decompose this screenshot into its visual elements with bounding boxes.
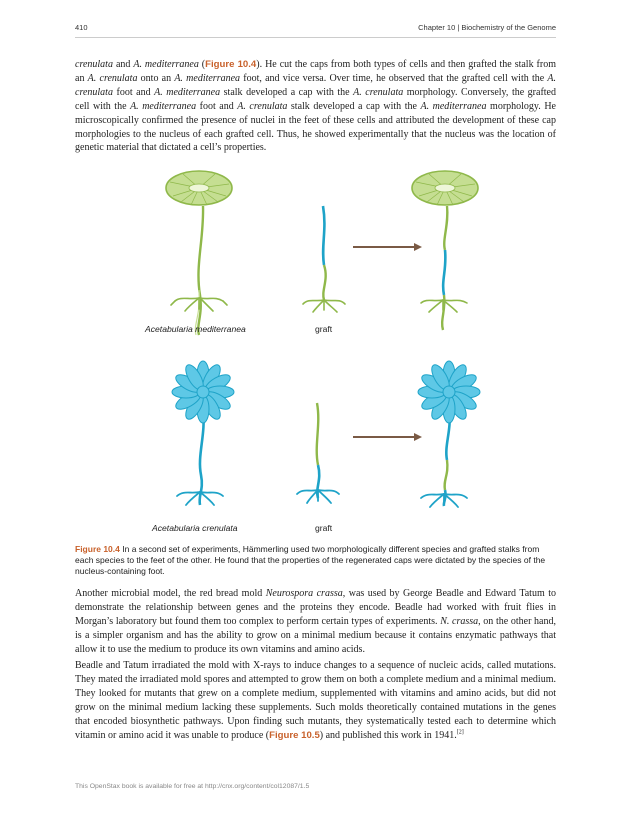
chapter-title: Chapter 10 | Biochemistry of the Genome <box>418 23 556 32</box>
figure-caption <box>75 544 556 578</box>
figure-10-4 <box>75 170 556 540</box>
graft-top-cell <box>303 206 345 312</box>
page-number: 410 <box>75 23 88 32</box>
footnote-ref[interactable]: [2] <box>456 729 464 736</box>
label-mediterranea: Acetabularia mediterranea <box>145 324 246 334</box>
graft-bottom-cell <box>297 403 339 503</box>
figure-illustration <box>75 170 556 540</box>
regenerated-top-cell <box>412 171 478 330</box>
label-graft-top: graft <box>315 324 333 334</box>
mediterranea-cell <box>166 171 232 335</box>
caption-text: In a second set of experiments, Hämmerling used two morphologically different species and grafted stalks from each species to the feet of the other. He found that the properties of the regenerated caps were dictated by the species of the nucleus-containing foot. <box>75 544 546 577</box>
crenulata-cell <box>172 361 234 505</box>
paragraph-beadle-tatum: Beadle and Tatum irradiated the mold with X-rays to induce changes to a sequence of nucleic acids, called mutations. They mated the irradiated mold spores and attempted to grow them on both a complete medium and a minimal medium. They looked for mutants that grew on a complete medium, supplemented with vitamins and amino acids, but did not grow on the minimal medium lacking these supplements. Such molds theoretically contained mutations in the genes that encoded biosynthetic pathways. Upon finding such mutants, they systematically tested each to determine which vitamin or amino acid it was unable to produce (Figure 10.5) and published this work in 1941.[2] <box>75 660 556 741</box>
page-footer: This OpenStax book is available for free at http://cnx.org/content/col12087/1.5 <box>75 783 310 790</box>
header-rule <box>75 37 556 38</box>
figure-10-4-link[interactable]: Figure 10.4 <box>205 59 257 70</box>
regenerated-bottom-cell <box>418 361 480 507</box>
paragraph-neurospora: Another microbial model, the red bread mold Neurospora crassa, was used by George Beadle and Edward Tatum to demonstrate the relationship between genes and the proteins they encode. Beadle had worked with fruit flies in Morgan’s laboratory but found them too complex to perform certain types of experiments. N. crassa, on the other hand, is a simpler organism and has the ability to grow on a minimal medium because it contains enzymatic pathways that allow it to use the medium to produce its own vitamins and amino acids. <box>75 588 557 655</box>
caption-label: Figure 10.4 <box>75 544 120 554</box>
label-crenulata: Acetabularia crenulata <box>152 523 238 533</box>
figure-10-5-link[interactable]: Figure 10.5 <box>269 729 320 741</box>
intro-paragraph: crenulata and A. mediterranea (Figure 10.4). He cut the caps from both types of cells and then grafted the stalk from an A. crenulata onto an A. mediterranea foot, and vice versa. Over time, he observed that the grafted cell with the A. crenulata foot and A. mediterranea stalk developed a cap with the A. crenulata morphology. Conversely, the grafted cell with the A. mediterranea foot and A. crenulata stalk developed a cap with the A. mediterranea morphology. He microscopically confirmed the presence of nuclei in the feet of these cells and attributed the development of these cap morphologies to the nucleus of each grafted cell. Thus, he showed experimentally that the nucleus was the location of genetic material that dictated a cell’s properties. <box>75 59 556 154</box>
label-graft-bottom: graft <box>315 523 333 533</box>
